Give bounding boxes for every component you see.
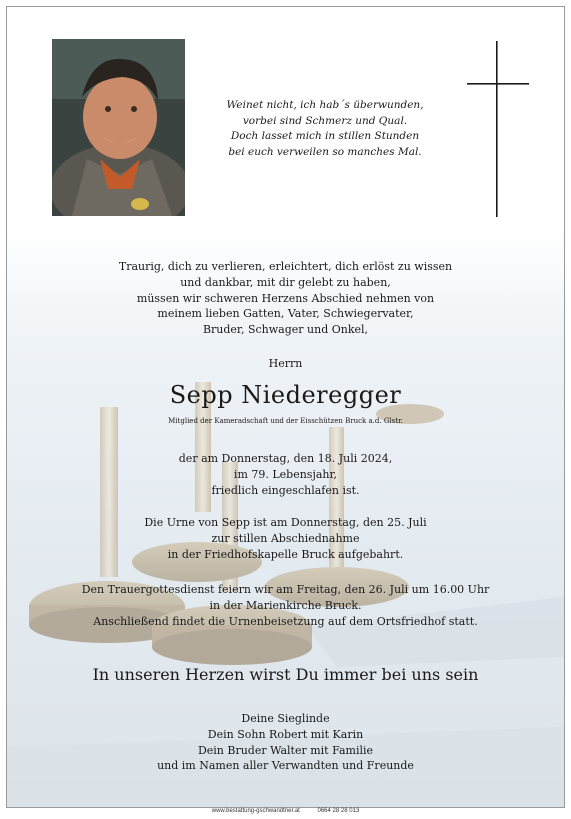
website-link[interactable]: www.bestattung-gschwandtner.at (211, 808, 300, 814)
death-line: friedlich eingeschlafen ist. (211, 483, 360, 497)
death-line: der am Donnerstag, den 18. Juli 2024, (178, 452, 393, 465)
intro-line: Bruder, Schwager und Onkel, (202, 323, 369, 337)
service-line: Anschließend findet die Urnenbeisetzung auf dem Ortsfriedhof statt. (93, 614, 478, 628)
salutation: Herrn (268, 357, 303, 370)
mourner-line: Deine Sieglinde (241, 712, 330, 725)
death-line: im 79. Lebensjahr, (233, 467, 338, 481)
mourners (7, 711, 564, 774)
poem (205, 98, 445, 160)
death-notice (7, 451, 564, 498)
deceased-subtitle: Mitglied der Kameradschaft und der Eisschützen Bruck a.d. Glstr. (168, 417, 403, 425)
poem-line: bei euch verweilen so manches Mal. (228, 145, 422, 158)
service-notice (7, 582, 564, 629)
motto: In unseren Herzen wirst Du immer bei uns sein (92, 665, 479, 684)
intro-line: Traurig, dich zu verlieren, erleichtert, dich erlöst zu wissen (118, 260, 453, 273)
poem-line: vorbei sind Schmerz und Qual. (242, 114, 408, 127)
intro-text (7, 259, 564, 338)
urn-notice (7, 515, 564, 562)
poem-line: Weinet nicht, ich hab´s überwunden, (226, 99, 424, 111)
intro-line: müssen wir schweren Herzens Abschied nehmen von (136, 291, 435, 305)
mourner-line: und im Namen aller Verwandten und Freunde (157, 759, 414, 773)
mourner-line: Dein Sohn Robert mit Karin (207, 727, 364, 741)
cross-icon (467, 41, 529, 217)
poem-line: Doch lasset mich in stillen Stunden (230, 130, 420, 142)
intro-line: und dankbar, mit dir gelebt zu haben, (180, 275, 391, 289)
portrait-photo (52, 39, 185, 216)
mourner-line: Dein Bruder Walter mit Familie (197, 743, 374, 757)
service-line: Den Trauergottesdienst feiern wir am Freitag, den 26. Juli um 16.00 Uhr (81, 583, 490, 596)
urn-line: in der Friedhofskapelle Bruck aufgebahrt. (167, 547, 404, 561)
deceased-name: Sepp Niederegger (169, 381, 402, 409)
phone-number: 0664 28 28 013 (317, 808, 360, 814)
urn-line: zur stillen Abschiednahme (211, 531, 360, 545)
urn-line: Die Urne von Sepp ist am Donnerstag, den 25. Juli (144, 516, 427, 529)
footer (0, 808, 571, 814)
intro-line: meinem lieben Gatten, Vater, Schwiegervater, (157, 307, 414, 321)
obituary-card (6, 6, 565, 808)
service-line: in der Marienkirche Bruck. (209, 598, 362, 612)
